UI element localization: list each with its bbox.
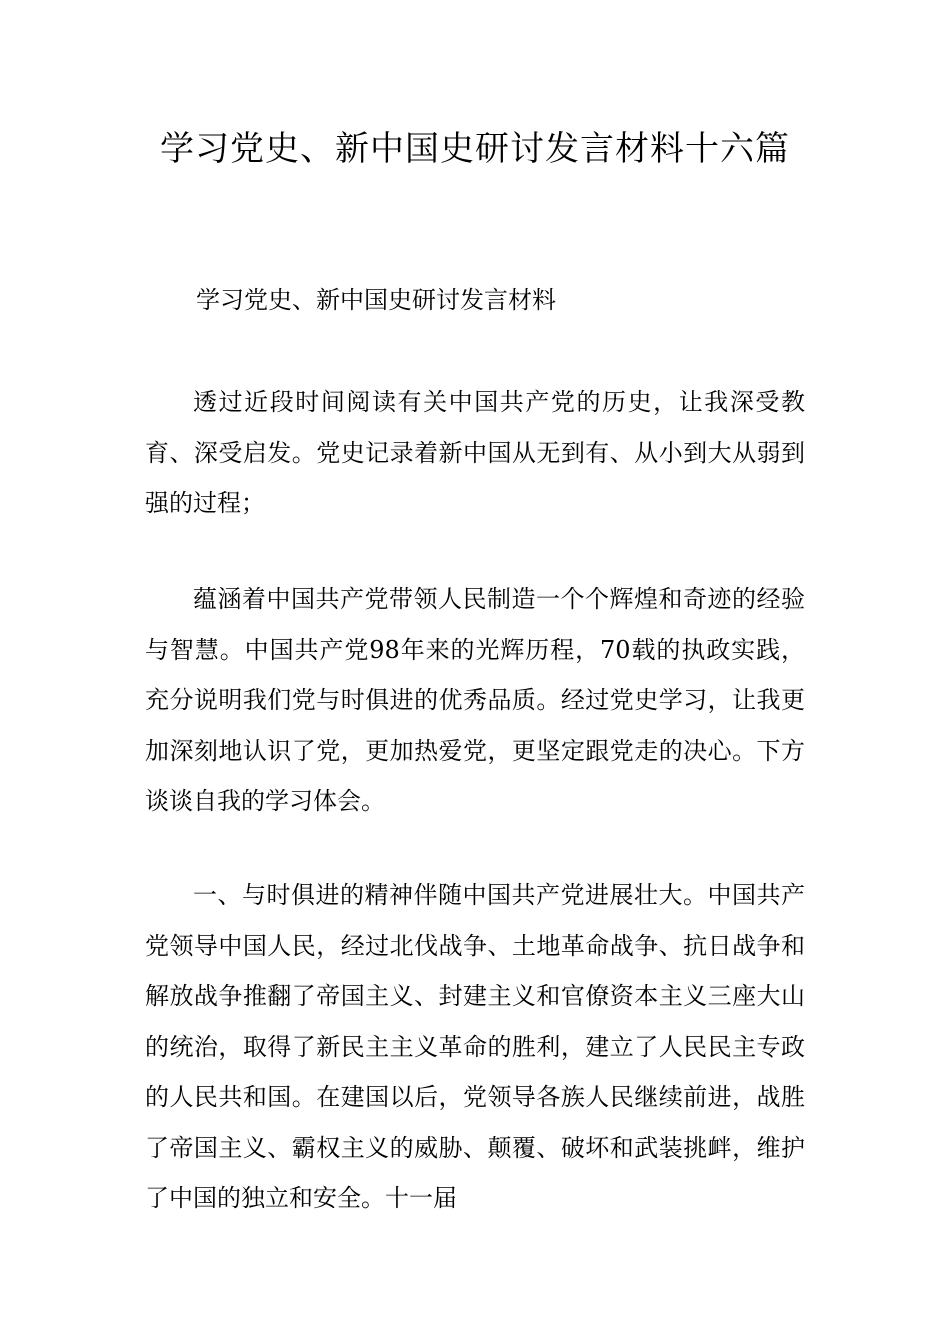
document-subtitle: 学习党史、新中国史研讨发言材料 — [196, 286, 556, 314]
paragraph-1: 透过近段时间阅读有关中国共产党的历史，让我深受教育、深受启发。党史记录着新中国从无到有、从小到大从弱到强的过程； — [145, 388, 805, 517]
paragraph-3: 一、与时俱进的精神伴随中国共产党进展壮大。中国共产党领导中国人民，经过北伐战争、土地革命战争、抗日战争和解放战争推翻了帝国主义、封建主义和官僚资本主义三座大山的统治，取得了新民主主义革命的胜利，建立了人民民主专政的人民共和国。在建国以后，党领导各族人民继续前进，战胜了帝国主义、霸权主义的威胁、颠覆、破坏和武装挑衅，维护了中国的独立和安全。十一届 — [145, 881, 805, 1212]
document-title: 学习党史、新中国史研讨发言材料十六篇 — [160, 129, 790, 169]
paragraph-2: 蕴涵着中国共产党带领人民制造一个个辉煌和奇迹的经验与智慧。中国共产党98年来的光辉历程，70载的执政实践，充分说明我们党与时俱进的优秀品质。经过党史学习，让我更加深刻地认识了党，更加热爱党，更坚定跟党走的决心。下方谈谈自我的学习体会。 — [145, 585, 805, 815]
